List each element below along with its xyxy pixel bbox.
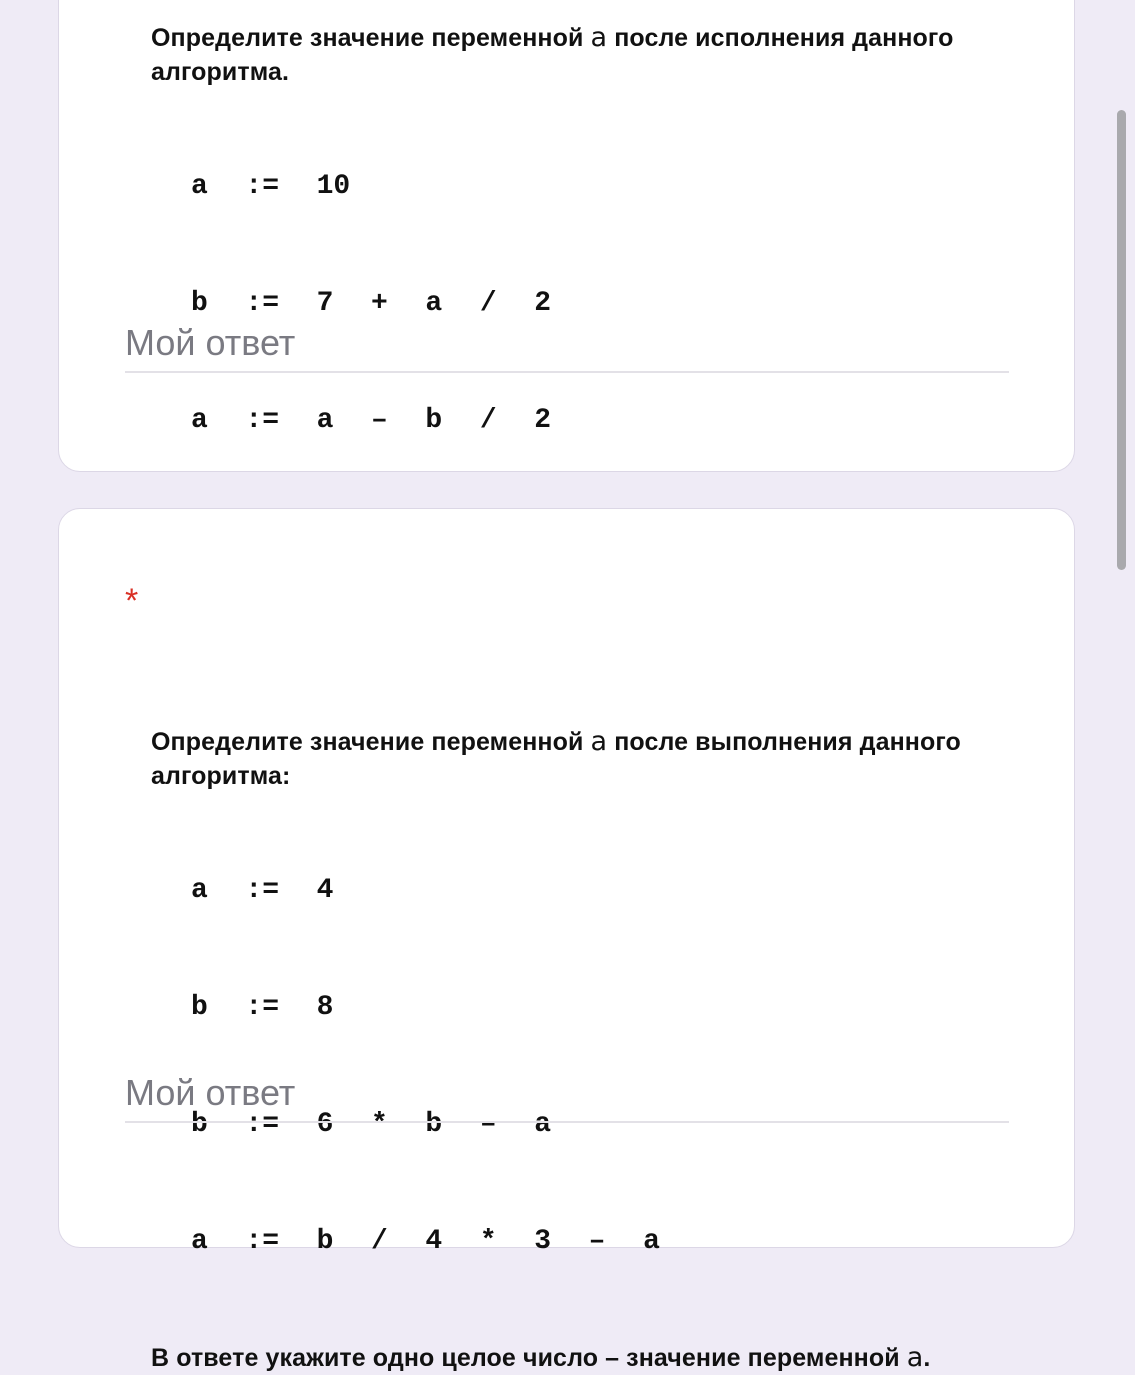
instruction-text: В ответе укажите одно целое число – значение переменной	[151, 1344, 907, 1372]
question-prompt	[151, 21, 1031, 89]
answer-input-2[interactable]	[125, 1065, 1009, 1123]
prompt-text: Определите значение переменной	[151, 728, 591, 756]
scrollbar-thumb[interactable]	[1117, 110, 1126, 570]
prompt-text: Определите значение переменной	[151, 24, 591, 52]
code-line: a := 10	[191, 171, 351, 202]
prompt-text-end: после исполнения данного алгоритма.	[151, 24, 954, 86]
answer-input-1[interactable]	[125, 315, 1009, 373]
code-line: b := 7 + a / 2	[191, 288, 552, 319]
variable-a: a	[590, 726, 608, 757]
question-card-1	[58, 0, 1075, 472]
question-prompt	[151, 725, 1031, 793]
variable-a: a	[906, 1342, 924, 1373]
required-marker: *	[125, 582, 139, 620]
code-line: b := 8	[191, 992, 334, 1023]
prompt-text-end: после выполнения данного алгоритма:	[151, 728, 961, 790]
answer-instruction	[151, 1341, 1031, 1375]
code-line: a := a – b / 2	[191, 405, 552, 436]
question-text-2	[151, 725, 1031, 1375]
algorithm-code	[151, 89, 1031, 518]
instruction-text-end: .	[923, 1344, 931, 1372]
code-line: a := b / 4 * 3 – a	[191, 1226, 660, 1257]
code-line: a := 4	[191, 875, 334, 906]
question-text-1	[151, 21, 1031, 554]
variable-a: a	[590, 22, 608, 53]
code-line: b := 6 * b – a	[191, 1109, 552, 1140]
question-card-2	[58, 508, 1075, 1373]
